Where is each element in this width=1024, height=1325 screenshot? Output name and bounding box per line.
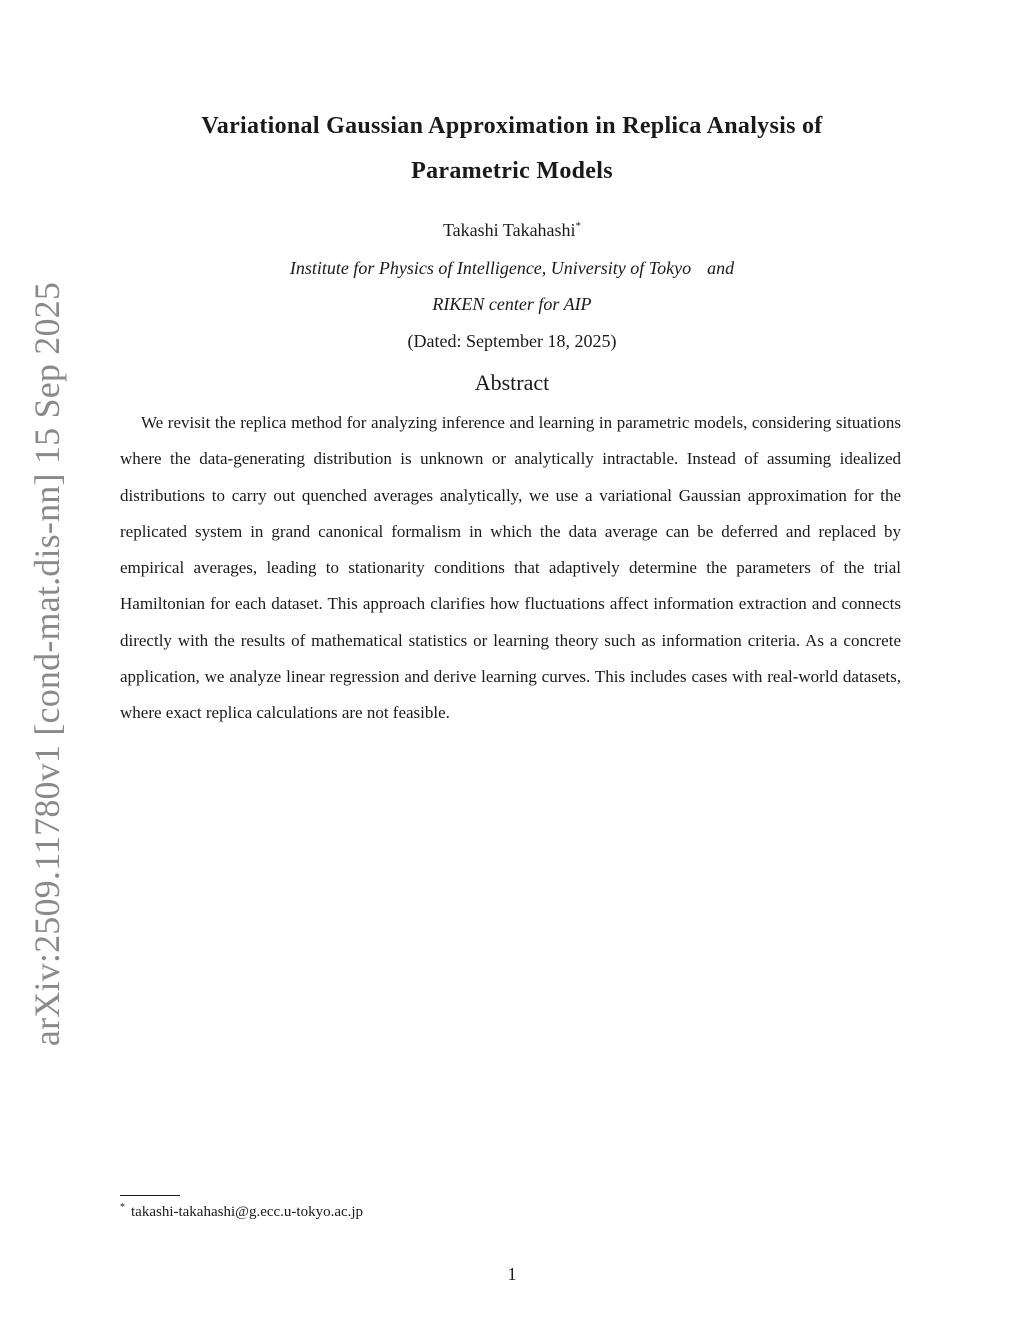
- page-number: 1: [507, 1264, 517, 1284]
- author-footnote-marker: *: [575, 220, 582, 232]
- footnote: [120, 1204, 363, 1221]
- arxiv-identifier-stamp: arXiv:2509.11780v1 [cond-mat.dis-nn] 15 Sep 2025: [27, 281, 67, 1047]
- affiliation-conjunction: and: [707, 258, 735, 278]
- abstract-heading: Abstract: [474, 370, 550, 395]
- author-line: [140, 220, 884, 241]
- affiliation-line-1: [140, 258, 884, 279]
- footnote-rule: [120, 1195, 180, 1196]
- footnote-email: takashi-takahashi@g.ecc.u-tokyo.ac.jp: [131, 1204, 364, 1220]
- paper-title-line-1: Variational Gaussian Approximation in Replica Analysis of: [201, 113, 823, 139]
- dated-line: (Dated: September 18, 2025): [407, 331, 617, 351]
- author-name: Takashi Takahashi: [442, 220, 576, 240]
- paper-title-line-2: Parametric Models: [411, 158, 613, 184]
- abstract-text: We revisit the replica method for analyzing inference and learning in parametric models, considering situations where the data-generating distribution is unknown or analytically intractable. Instead of assuming idealized distributions to carry out quenched averages analytically, we use a variational Gaussian approximation for the replicated system in grand canonical formalism in which the data average can be deferred and replaced by empirical averages, leading to stationarity conditions that adaptively determine the parameters of the trial Hamiltonian for each dataset. This approach clarifies how fluctuations affect information extraction and connects directly with the results of mathematical statistics or learning theory such as information criteria. As a concrete application, we analyze linear regression and derive learning curves. This includes cases with real-world datasets, where exact replica calculations are not feasible.: [120, 413, 901, 723]
- affiliation-line-2: RIKEN center for AIP: [432, 294, 592, 314]
- affiliation-institute: Institute for Physics of Intelligence, University of Tokyo: [289, 258, 692, 278]
- footnote-marker: *: [120, 1202, 125, 1213]
